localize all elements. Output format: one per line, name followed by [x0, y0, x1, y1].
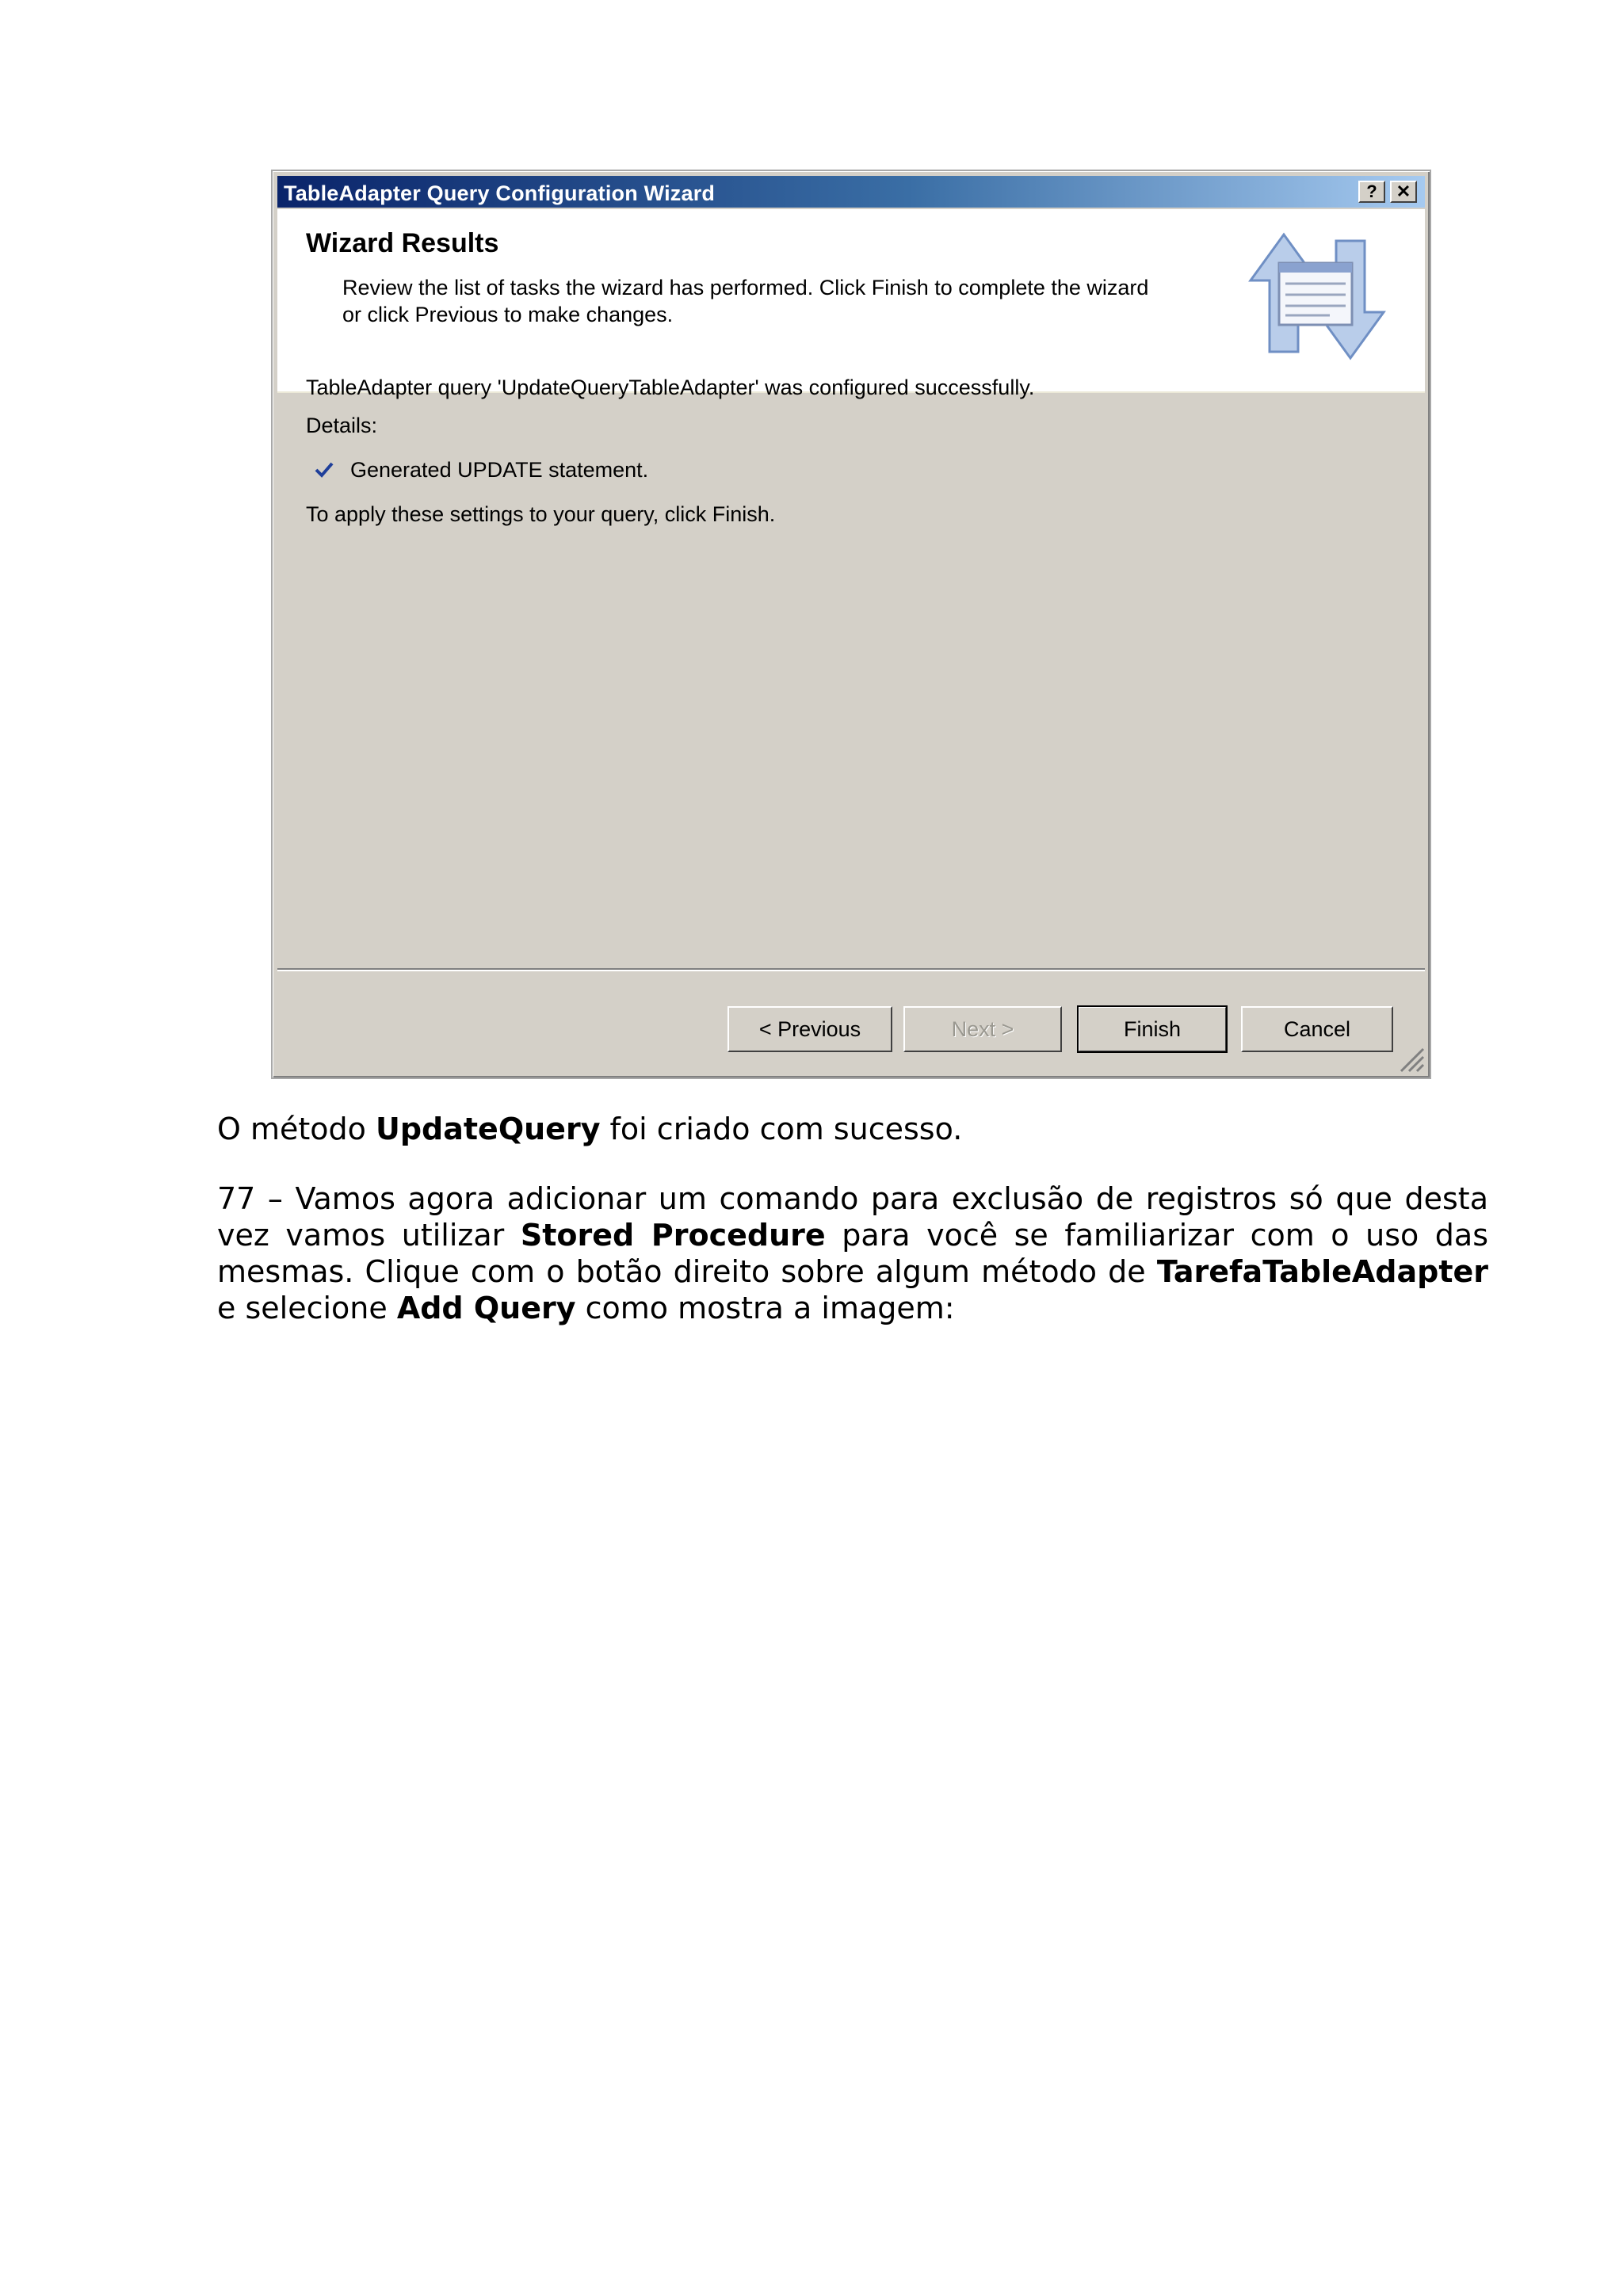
wizard-header — [277, 209, 1425, 393]
wizard-dialog — [271, 170, 1431, 1079]
header-description-line-1: Review the list of tasks the wizard has performed. Click Finish to complete the wizard — [342, 276, 1149, 299]
p2-text-1: 77 – Vamos agora adicionar um comando para exclusão de registros só que desta vez vamos utilizar — [217, 1181, 1488, 1253]
task-list-item — [306, 456, 1019, 488]
header-title: Wizard Results — [306, 228, 499, 258]
p2-text-3: e selecione — [217, 1291, 397, 1325]
cancel-button[interactable]: Cancel — [1241, 1006, 1393, 1052]
button-separator — [277, 968, 1425, 971]
details-label: Details: — [306, 414, 378, 437]
help-button[interactable]: ? — [1358, 181, 1385, 203]
p1-bold-method: UpdateQuery — [375, 1112, 601, 1146]
p1-text-end: foi criado com sucesso. — [600, 1112, 963, 1146]
p2-text-2: para você se familiarizar com o uso das mesmas. Clique com o botão direito sobre algum método de — [217, 1218, 1488, 1289]
status-message: TableAdapter query 'UpdateQueryTableAdapter' was configured successfully. — [306, 376, 1035, 399]
header-description-line-2: or click Previous to make changes. — [342, 303, 674, 326]
p2-text-4: como mostra a imagem: — [575, 1291, 955, 1325]
apply-instructions: To apply these settings to your query, click Finish. — [306, 502, 776, 526]
p1-text-start: O método — [217, 1112, 376, 1146]
close-button[interactable]: ✕ — [1390, 181, 1417, 203]
previous-button[interactable]: < Previous — [727, 1006, 892, 1052]
result-paragraph — [217, 1111, 1488, 1147]
p2-bold-add-query: Add Query — [396, 1291, 576, 1325]
p2-bold-table-adapter: TarefaTableAdapter — [1156, 1254, 1488, 1289]
finish-button[interactable]: Finish — [1078, 1006, 1227, 1052]
resize-grip-icon[interactable] — [1396, 1044, 1425, 1073]
wizard-arrows-icon — [1235, 217, 1393, 376]
dialog-title: TableAdapter Query Configuration Wizard — [284, 181, 716, 205]
step-77-paragraph — [217, 1180, 1488, 1326]
p2-bold-stored-procedure: Stored Procedure — [520, 1218, 826, 1253]
checkmark-icon — [312, 458, 336, 482]
title-bar[interactable] — [277, 176, 1425, 208]
task-label: Generated UPDATE statement. — [350, 458, 649, 482]
header-description — [342, 274, 1174, 328]
next-button[interactable]: Next > — [903, 1006, 1062, 1052]
